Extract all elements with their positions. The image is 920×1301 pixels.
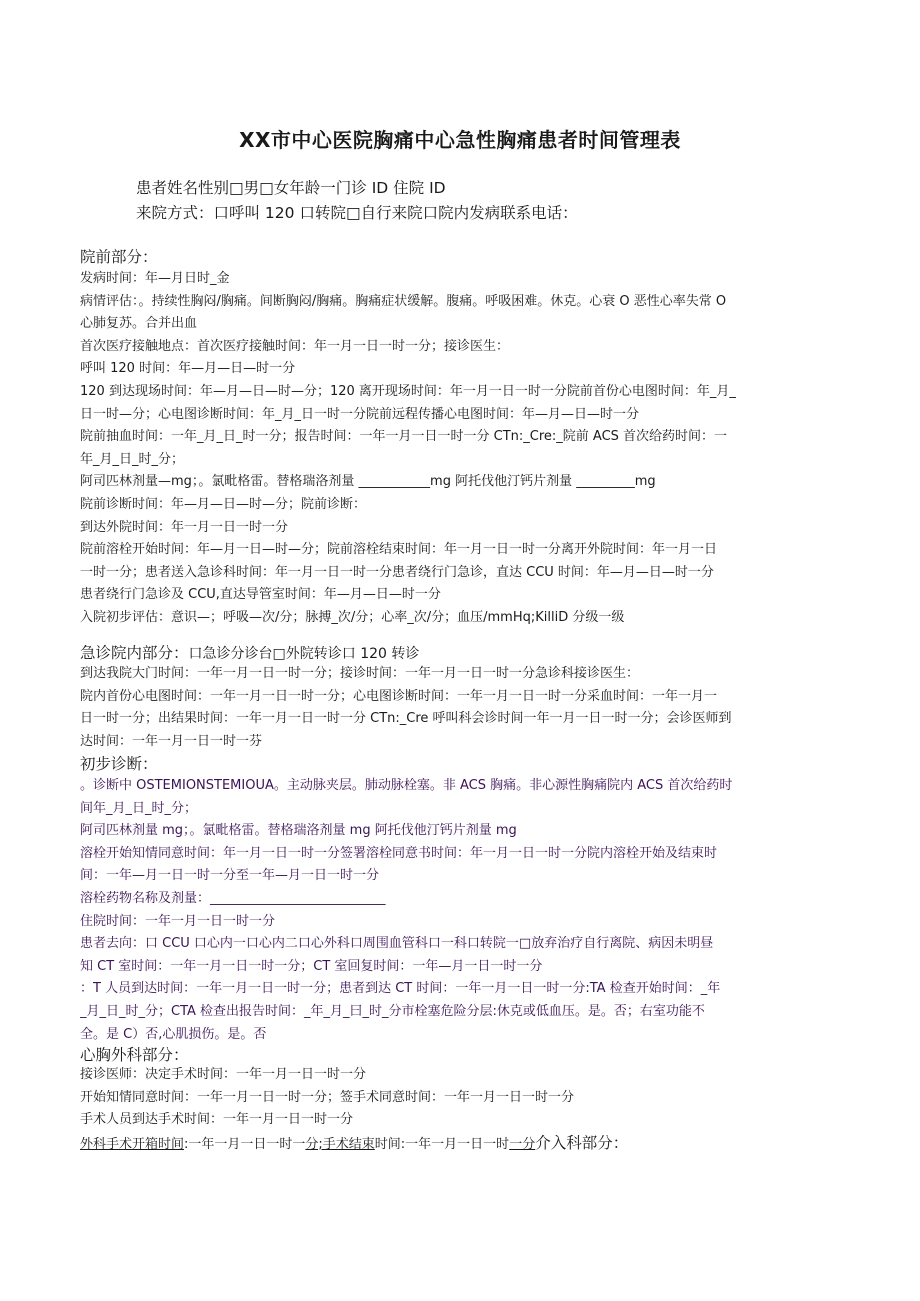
surgery-open-time: :一年一月一日一时一 bbox=[184, 1136, 306, 1152]
diagnosis-line: 全。是 C）否,心肌损伤。是。否 bbox=[80, 1026, 267, 1042]
prehospital-line: 阿司匹林剂量—mg；。氯毗格雷。替格瑞洛剂量 ___________mg 阿托伐他汀钙片剂量 _________mg bbox=[80, 474, 656, 490]
diagnosis-section bbox=[80, 775, 845, 1046]
diagnosis-line: 知 CT 室时间：一年一月一日一时一分；CT 室回复时间：一年—月一日一时一分 bbox=[80, 958, 543, 974]
emergency-heading bbox=[80, 641, 419, 663]
prehospital-line: 病情评估：。持续性胸闷/胸痛。间断胸闷/胸痛。胸痛症状缓解。腹痛。呼吸困难。休克。心衰 O 恶性心率失常 O bbox=[80, 293, 727, 309]
diagnosis-line: 溶栓药物名称及剂量：___________________________ bbox=[80, 890, 386, 906]
prehospital-line: 呼叫 120 时间：年—月—日—时一分 bbox=[80, 361, 296, 377]
diagnosis-line: 。诊断中 OSTEMIONSTEMIOUA。主动脉夹层。肺动脉栓塞。非 ACS 胸痛。非心源性胸痛院内 ACS 首次给药时 bbox=[80, 778, 733, 793]
patient-info-line: 患者姓名性别□男□女年龄一门诊 ID 住院 ID bbox=[136, 179, 446, 197]
diagnosis-line: 阿司匹林剂量 mg；。氯毗格雷。替格瑞洛剂量 mg 阿托伐他汀钙片剂量 mg bbox=[80, 823, 517, 839]
cardiac-surgery-last-line bbox=[80, 1132, 845, 1157]
diagnosis-line: 住院时间：一年一月一日一时一分 bbox=[80, 913, 276, 929]
arrival-mode-line: 来院方式：口呼叫 120 口转院□自行来院口院内发病联系电话： bbox=[136, 204, 578, 222]
diagnosis-line: 间：一年—月一日一时一分至一年—月一日一时一分 bbox=[80, 868, 380, 884]
prehospital-line: 院前诊断时间：年—月—日—时—分；院前诊断： bbox=[80, 496, 367, 512]
cardiac-surgery-section bbox=[80, 1064, 845, 1156]
emergency-section bbox=[80, 663, 845, 753]
diagnosis-line: ：T 人员到达时间：一年一月一日一时一分；患者到达 CT 时间：一年一月一日一时一分:TA 检查开始时间：_年 bbox=[80, 981, 721, 997]
prehospital-line: 120 到达现场时间：年—月—日—时—分；120 离开现场时间：年一月一日一时一分院前首份心电图时间：年_月_ bbox=[80, 383, 736, 399]
surgery-open-label: 外科手术开箱时间 bbox=[80, 1136, 185, 1152]
cardiac-surgery-line: 接诊医师：决定手术时间：一年一月一日一时一分 bbox=[80, 1067, 367, 1082]
interventional-heading: 介入科部分： bbox=[535, 1133, 629, 1152]
diagnosis-heading: 初步诊断： bbox=[80, 755, 158, 773]
prehospital-line: 一时一分；患者送入急诊科时间：年一月一日一时一分患者绕行门急诊，直达 CCU 时间：年—月—日—时一分 bbox=[80, 564, 714, 580]
cardiac-surgery-line: 手术人员到达手术时间：一年一月一日一时一分 bbox=[80, 1112, 354, 1128]
prehospital-section bbox=[80, 268, 845, 630]
prehospital-heading: 院前部分： bbox=[80, 248, 158, 266]
prehospital-line: 入院初步评估：意识—；呼吸—次/分；脉搏_次/分；心率_次/分；血压/mmHq;KilliD 分级一级 bbox=[80, 609, 625, 625]
surgery-end-time: 时间:一年一月一日一时 bbox=[374, 1136, 510, 1152]
emergency-line: 到达我院大门时间：一年一月一日一时一分；接诊时间：一年一月一日一时一分急诊科接诊医生： bbox=[80, 666, 640, 681]
prehospital-line: 到达外院时间：年一月一日一时一分 bbox=[80, 519, 289, 535]
emergency-line: 达时间：一年一月一日一时一芬 bbox=[80, 733, 263, 749]
prehospital-line: 院前溶栓开始时间：年—月一日—时—分；院前溶栓结束时间：年一月一日一时一分离开外院时间：年一月一日 bbox=[80, 542, 718, 558]
cardiac-surgery-heading: 心胸外科部分： bbox=[80, 1046, 189, 1064]
surgery-end-label: 分;手术结束 bbox=[305, 1136, 375, 1152]
prehospital-line: 心肺复苏。合并出血 bbox=[80, 316, 198, 332]
prehospital-line: 患者绕行门急诊及 CCU,直达导管室时间：年—月—日—时一分 bbox=[80, 587, 441, 603]
diagnosis-line: 溶栓开始知情同意时间：年一月一日一时一分签署溶栓同意书时间：年一月一日一时一分院内溶栓开始及结束时 bbox=[80, 845, 718, 861]
emergency-line: 院内首份心电图时间：一年一月一日一时一分；心电图诊断时间：一年一月一日一时一分采血时间：一年一月一 bbox=[80, 688, 718, 704]
emergency-heading-options: 口急诊分诊台□外院转诊口 120 转诊 bbox=[188, 646, 420, 662]
diagnosis-line: 患者去向：口 CCU 口心内一口心内二口心外科口周围血管科口一科口转院一□放弃治疗自行离院、病因未明昼 bbox=[80, 936, 714, 952]
prehospital-line: 首次医疗接触地点：首次医疗接触时间：年一月一日一时一分；接诊医生： bbox=[80, 338, 510, 354]
page-title: XX市中心医院胸痛中心急性胸痛患者时间管理表 bbox=[239, 128, 681, 152]
prehospital-line: 发病时间：年—月日时_金 bbox=[80, 271, 230, 286]
prehospital-line: 日一时—分；心电图诊断时间：年_月_日一时一分院前远程传播心电图时间：年—月—日—时一分 bbox=[80, 406, 640, 422]
diagnosis-line: 间年_月_日_时_分； bbox=[80, 800, 198, 816]
surgery-end-minute: 一分 bbox=[509, 1136, 536, 1152]
prehospital-line: 院前抽血时间：一年_月_日_时一分；报告时间：一年一月一日一时一分 CTn:_Cre:_院前 ACS 首次给药时间：一 bbox=[80, 429, 728, 445]
emergency-heading-label: 急诊院内部分： bbox=[80, 644, 189, 662]
prehospital-line: 年_月_日_时_分； bbox=[80, 451, 185, 467]
diagnosis-line: _月_日_时_分；CTA 检查出报告时间：_年_月_曰_时_分市栓塞危险分层:休克或低血压。是。否；右室功能不 bbox=[80, 1003, 705, 1019]
emergency-line: 日一时一分；出结果时间：一年一月一日一时一分 CTn:_Cre 呼叫科会诊时间一年一月一日一时一分；会诊医师到 bbox=[80, 711, 732, 727]
cardiac-surgery-line: 开始知情同意时间：一年一月一日一时一分；签手术同意时间：一年一月一日一时一分 bbox=[80, 1089, 575, 1105]
